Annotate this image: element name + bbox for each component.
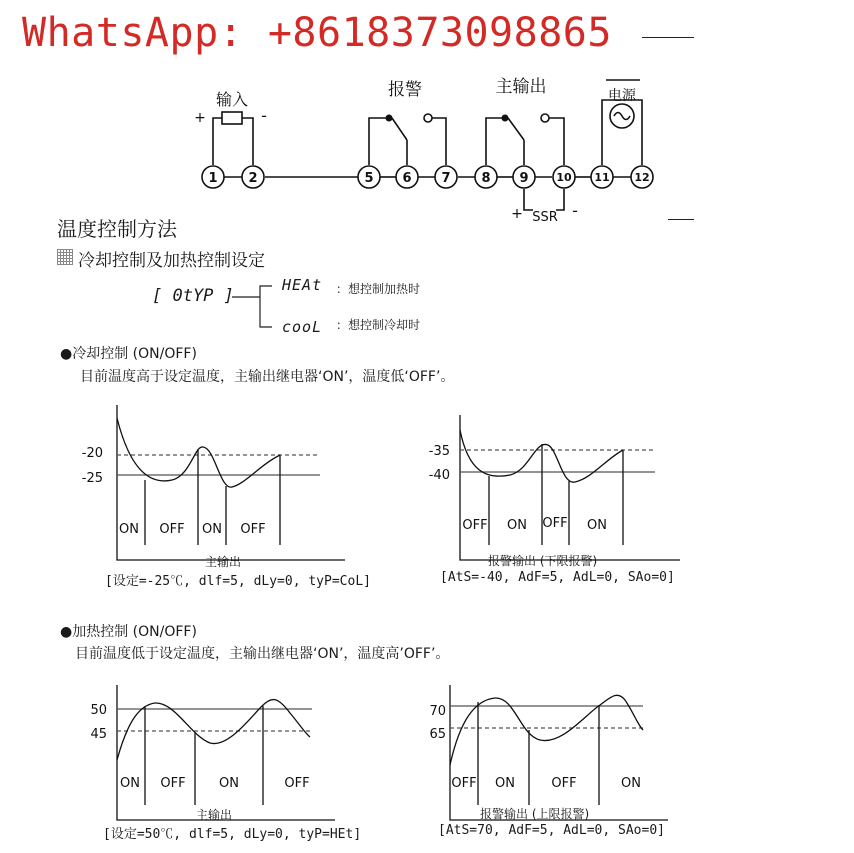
y-label: 70 — [429, 704, 446, 719]
state-label: ON — [202, 522, 222, 537]
y-label: -35 — [428, 444, 450, 459]
terminal-label: 8 — [481, 171, 491, 186]
terminal-label: 5 — [364, 171, 374, 186]
chart-caption: 报警输出 (上限报警) — [480, 807, 590, 821]
y-label: 50 — [90, 703, 107, 718]
state-label: OFF — [240, 522, 266, 537]
heat-desc: ：想控制加热时 — [336, 282, 421, 296]
state-label: ON — [219, 776, 239, 791]
input-minus: - — [261, 106, 267, 125]
chart-params: [设定=50℃, dlf=5, dLy=0, tyP=HEt] — [103, 827, 362, 842]
cooling-description: 目前温度高于设定温度，主输出继电器‘ON’，温度低‘OFF’。 — [80, 369, 455, 385]
y-label: -25 — [81, 471, 103, 486]
state-label: ON — [495, 776, 515, 791]
state-label: OFF — [542, 516, 568, 531]
whatsapp-watermark: WhatsApp: +8618373098865 — [22, 10, 612, 56]
terminal-label: 6 — [402, 171, 412, 186]
cooling-section-title: ●冷却控制 (ON/OFF) — [60, 346, 197, 362]
state-label: ON — [119, 522, 139, 537]
terminal-label: 7 — [441, 171, 451, 186]
terminal-label: 9 — [519, 171, 529, 186]
ssr-plus: + — [511, 206, 523, 222]
heat-code: HEAt — [282, 276, 323, 294]
terminal-label: 2 — [248, 171, 258, 186]
setting-title: 冷却控制及加热控制设定 — [78, 251, 265, 271]
ssr-label: SSR — [532, 210, 558, 225]
input-label: 输入 — [215, 90, 249, 109]
cool-code: cooL — [282, 318, 323, 336]
y-label: 65 — [429, 727, 446, 742]
otyp-param: [ 0tYP ] — [152, 286, 234, 306]
state-label: OFF — [462, 518, 488, 533]
terminal-label: 11 — [594, 171, 610, 184]
main-output-label: 主输出 — [495, 77, 547, 97]
chart-params: [设定=-25℃, dlf=5, dLy=0, tyP=CoL] — [105, 574, 371, 589]
state-label: ON — [587, 518, 607, 533]
ssr-minus: - — [572, 201, 578, 220]
y-label: -20 — [81, 446, 103, 461]
cool-desc: ：想控制冷却时 — [336, 318, 421, 332]
terminal-label: 10 — [556, 171, 572, 184]
chart-caption: 主输出 — [205, 555, 242, 569]
state-label: OFF — [284, 776, 310, 791]
y-label: -40 — [428, 468, 450, 483]
state-label: OFF — [451, 776, 477, 791]
heating-section-title: ●加热控制 (ON/OFF) — [60, 624, 197, 640]
heating-description: 目前温度低于设定温度，主输出继电器‘ON’，温度高’OFF’。 — [75, 646, 450, 662]
terminal-label: 1 — [208, 171, 218, 186]
input-plus: + — [194, 110, 206, 126]
state-label: ON — [621, 776, 641, 791]
chart-params: [AtS=70, AdF=5, AdL=0, SAo=0] — [438, 823, 665, 838]
chart-caption: 报警输出 (下限报警) — [488, 554, 598, 568]
power-label: 电源 — [608, 88, 636, 104]
chart-params: [AtS=-40, AdF=5, AdL=0, SAo=0] — [440, 570, 675, 585]
state-label: OFF — [159, 522, 185, 537]
terminal-label: 12 — [634, 171, 650, 184]
state-label: ON — [507, 518, 527, 533]
state-label: OFF — [160, 776, 186, 791]
method-title: 温度控制方法 — [57, 217, 177, 241]
chart-caption: 主输出 — [196, 808, 233, 822]
y-label: 45 — [90, 727, 107, 742]
state-label: OFF — [551, 776, 577, 791]
alarm-label: 报警 — [388, 80, 422, 100]
state-label: ON — [120, 776, 140, 791]
